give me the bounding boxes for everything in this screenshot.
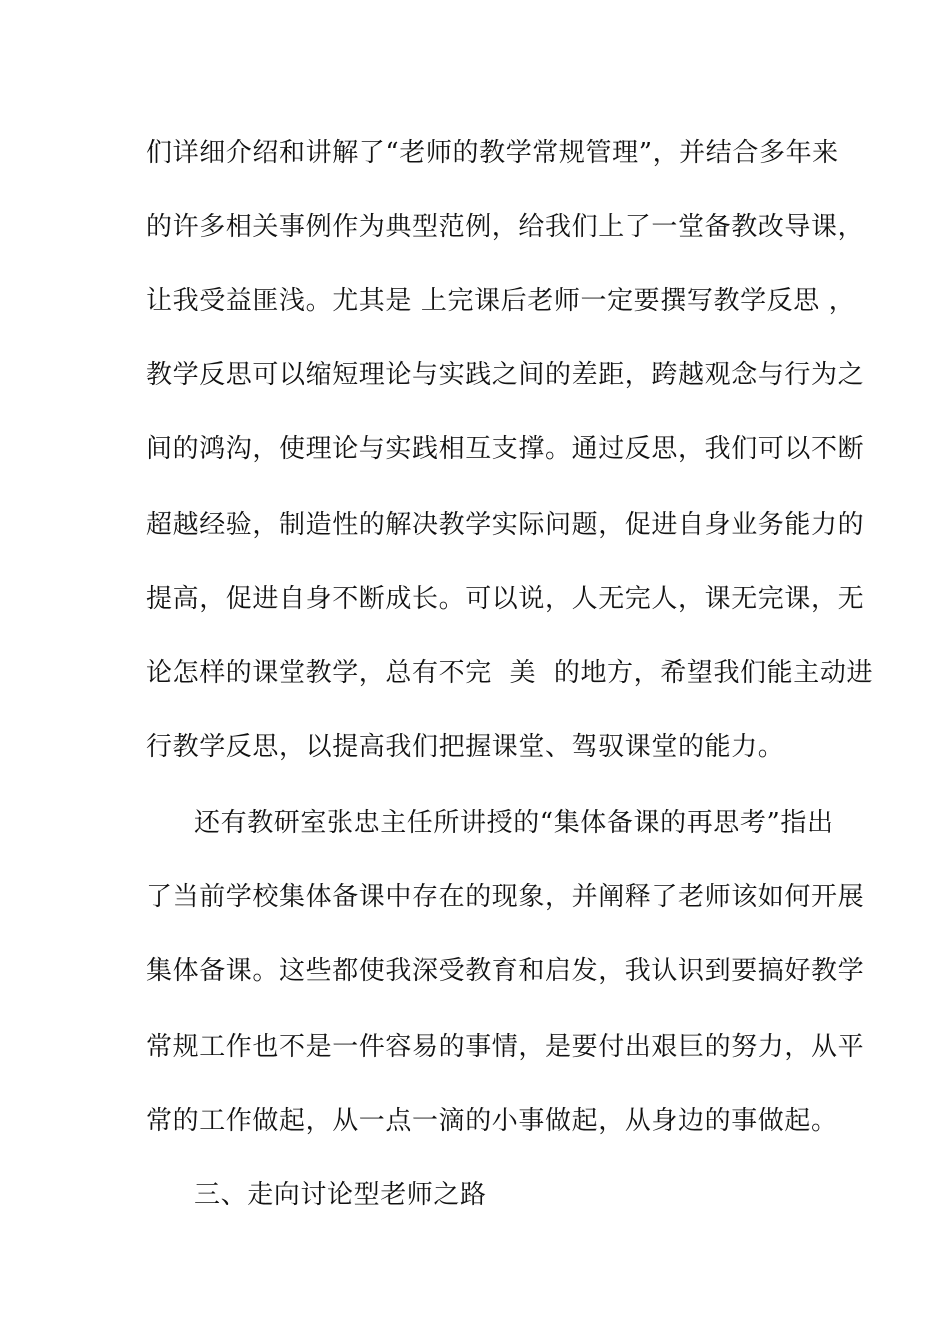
text-line: 让我受益匪浅。尤其是 上完课后老师一定要撰写教学反思 ， xyxy=(146,286,856,316)
text-line: 常的工作做起，从一点一滴的小事做起，从身边的事做起。 xyxy=(146,1106,838,1136)
section-heading: 三、走向讨论型老师之路 xyxy=(194,1180,487,1210)
text-line: 集体备课。这些都使我深受教育和启发，我认识到要搞好教学 xyxy=(146,956,865,986)
text-line: 间的鸿沟，使理论与实践相互支撑。通过反思，我们可以不断 xyxy=(146,434,865,464)
text-line: 行教学反思，以提高我们把握课堂、驾驭课堂的能力。 xyxy=(146,732,785,762)
text-line: 常规工作也不是一件容易的事情，是要付出艰巨的努力，从平 xyxy=(146,1032,865,1062)
text-line: 教学反思可以缩短理论与实践之间的差距，跨越观念与行为之 xyxy=(146,360,865,390)
text-line: 了当前学校集体备课中存在的现象，并阐释了老师该如何开展 xyxy=(146,882,865,912)
text-line: 超越经验，制造性的解决教学实际问题，促进自身业务能力的 xyxy=(146,510,865,540)
paragraph-first-line: 还有教研室张忠主任所讲授的“集体备课的再思考”指出 xyxy=(194,808,834,838)
text-line: 提高，促进自身不断成长。可以说，人无完人，课无完课，无 xyxy=(146,584,865,614)
text-line: 的许多相关事例作为典型范例，给我们上了一堂备教改导课， xyxy=(146,212,865,242)
text-line: 们详细介绍和讲解了“老师的教学常规管理”，并结合多年来 xyxy=(146,138,839,168)
text-line: 论怎样的课堂教学，总有不完 美 的地方，希望我们能主动进 xyxy=(146,658,874,688)
